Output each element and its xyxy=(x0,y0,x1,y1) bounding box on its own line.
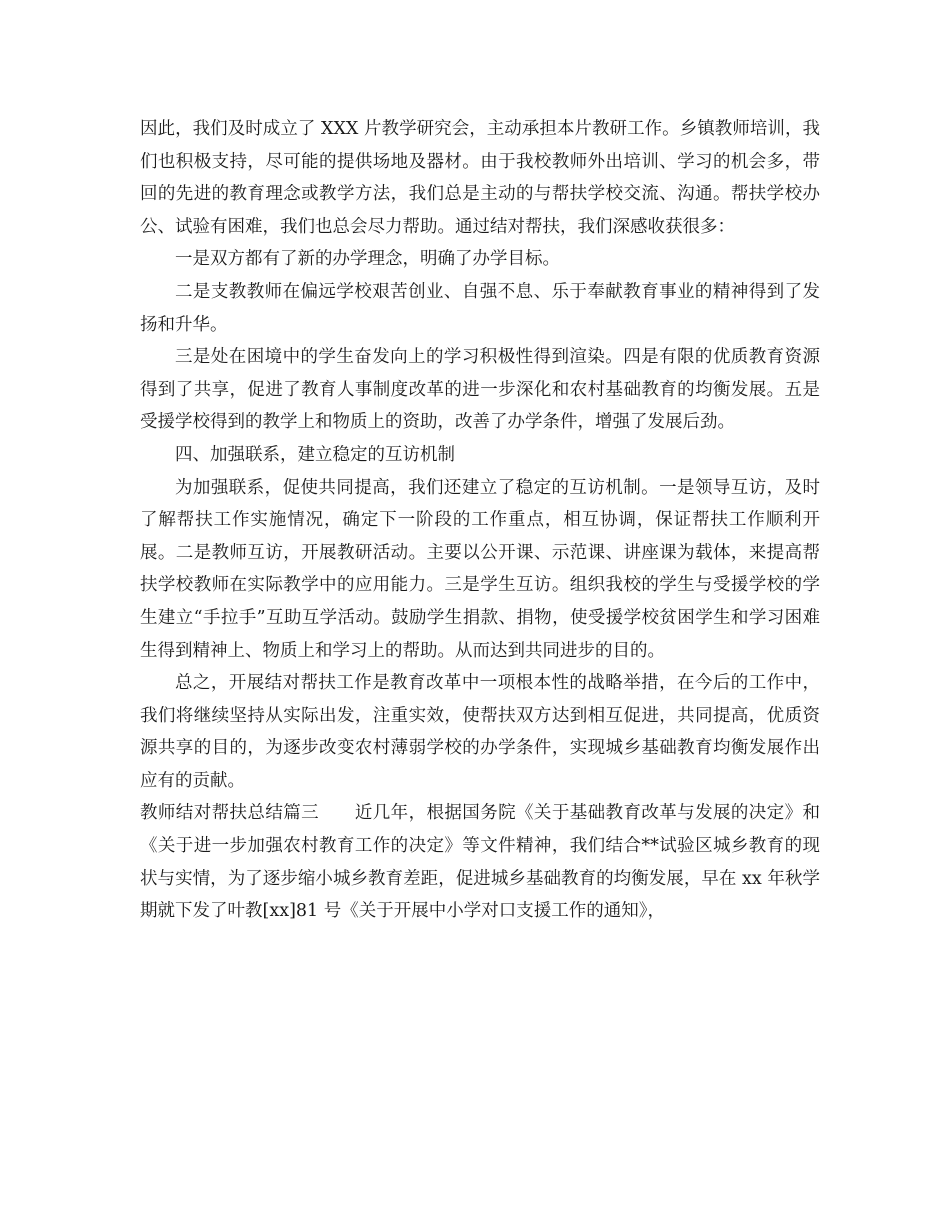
paragraph-3: 二是支教教师在偏远学校艰苦创业、自强不息、乐于奉献教育事业的精神得到了发扬和升华。 xyxy=(140,281,820,335)
document-body xyxy=(140,113,820,928)
paragraph-4: 三是处在困境中的学生奋发向上的学习积极性得到渲染。四是有限的优质教育资源得到了共享，促进了教育人事制度改革的进一步深化和农村基础教育的均衡发展。五是受援学校得到的教学上和物质上的资助，改善了办学条件，增强了发展后劲。 xyxy=(140,347,820,433)
paragraph-2: 一是双方都有了新的办学理念，明确了办学目标。 xyxy=(175,249,560,270)
paragraph-7: 总之，开展结对帮扶工作是教育改革中一项根本性的战略举措，在今后的工作中，我们将继续坚持从实际出发，注重实效，使帮扶双方达到相互促进，共同提高，优质资源共享的目的，为逐步改变农村薄弱学校的办学条件，实现城乡基础教育均衡发展作出应有的贡献。 xyxy=(140,673,820,791)
section-heading: 四、加强联系，建立稳定的互访机制 xyxy=(175,444,455,465)
paragraph-1: 因此，我们及时成立了 XXX 片教学研究会，主动承担本片教研工作。乡镇教师培训，我们也积极支持，尽可能的提供场地及器材。由于我校教师外出培训、学习的机会多，带回的先进的教育理念或教学方法，我们总是主动的与帮扶学校交流、沟通。帮扶学校办公、试验有困难，我们也总会尽力帮助。通过结对帮扶，我们深感收获很多： xyxy=(140,119,820,237)
paragraph-8: 教师结对帮扶总结篇三 近几年，根据国务院《关于基础教育改革与发展的决定》和《关于进一步加强农村教育工作的决定》等文件精神，我们结合**试验区城乡教育的现状与实情，为了逐步缩小城乡教育差距，促进城乡基础教育的均衡发展，早在 xx 年秋学期就下发了叶教[xx]81 号《关于开展中小学对口支援工作的通知》， xyxy=(140,803,820,922)
paragraph-6: 为加强联系，促使共同提高，我们还建立了稳定的互访机制。一是领导互访，及时了解帮扶工作实施情况，确定下一阶段的工作重点，相互协调，保证帮扶工作顺利开展。二是教师互访，开展教研活动。主要以公开课、示范课、讲座课为载体，来提高帮扶学校教师在实际教学中的应用能力。三是学生互访。组织我校的学生与受援学校的学生建立“手拉手”互助互学活动。鼓励学生捐款、捐物，使受援学校贫困学生和学习困难生得到精神上、物质上和学习上的帮助。从而达到共同进步的目的。 xyxy=(140,477,820,661)
